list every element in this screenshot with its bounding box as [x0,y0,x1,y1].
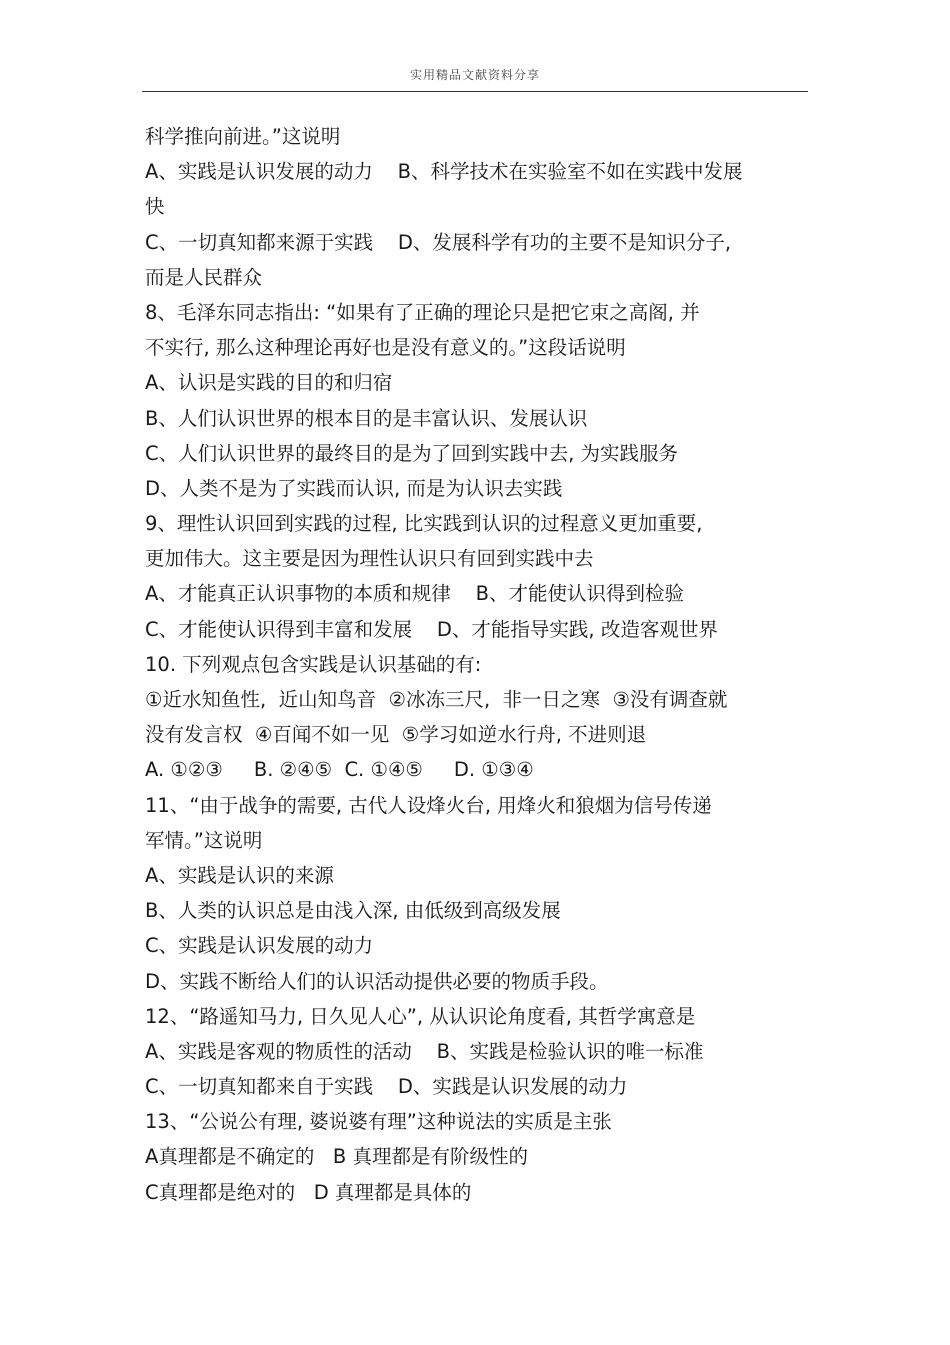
text-line: C、人们认识世界的最终目的是为了回到实践中去, 为实践服务 [145,441,679,465]
question-12-line: 12、“路遥知马力, 日久见人心”, 从认识论角度看, 其哲学寓意是 [145,1004,696,1028]
question-8-line: 8、毛泽东同志指出: “如果有了正确的理论只是把它束之高阁, 并 [145,300,700,324]
text-line: D、实践不断给人们的认识活动提供必要的物质手段。 [145,969,609,993]
text-line: D、人类不是为了实践而认识, 而是为认识去实践 [145,476,563,500]
text-line: C、才能使认识得到丰富和发展 D、才能指导实践, 改造客观世界 [145,617,718,641]
text-line: 快 [145,195,165,219]
question-9-line: 9、理性认识回到实践的过程, 比实践到认识的过程意义更加重要, [145,512,703,536]
page-header: 实用精品文献资料分享 [409,68,540,82]
text-line: 没有发言权 ④百闻不如一见 ⑤学习如逆水行舟, 不进则退 [145,723,647,747]
text-line: 而是人民群众 [145,265,263,289]
text-line: A真理都是不确定的 B 真理都是有阶级性的 [145,1145,529,1169]
text-line: B、人们认识世界的根本目的是丰富认识、发展认识 [145,406,588,430]
text-line: A. ①②③ B. ②④⑤ C. ①④⑤ D. ①③④ [145,758,534,782]
question-11-line: 11、“由于战争的需要, 古代人设烽火台, 用烽火和狼烟为信号传递 [145,793,712,817]
text-line: 军情。”这说明 [145,828,263,852]
text-line: A、实践是认识的来源 [145,863,334,887]
text-line: 科学推向前进。”这说明 [145,125,341,148]
header-divider [142,91,808,92]
text-line: ①近水知鱼性, 近山知鸟音 ②冰冻三尺, 非一日之寒 ③没有调查就 [145,688,728,711]
text-line: A、认识是实践的目的和归宿 [145,371,393,395]
document-body [145,119,810,1210]
text-line: C、一切真知都来自于实践 D、实践是认识发展的动力 [145,1075,628,1099]
text-line: A、实践是客观的物质性的活动 B、实践是检验认识的唯一标准 [145,1039,704,1063]
text-line: C、一切真知都来源于实践 D、发展科学有功的主要不是知识分子, [145,230,732,254]
text-line: C真理都是绝对的 D 真理都是具体的 [145,1180,472,1204]
text-line: C、实践是认识发展的动力 [145,934,374,958]
text-line: 不实行, 那么这种理论再好也是没有意义的。”这段话说明 [145,336,626,360]
text-line: 更加伟大。这主要是因为理性认识只有回到实践中去 [145,547,594,571]
text-line: A、才能真正认识事物的本质和规律 B、才能使认识得到检验 [145,582,685,606]
question-10-line: 10. 下列观点包含实践是认识基础的有: [145,652,482,676]
text-line: A、实践是认识发展的动力 B、科学技术在实验室不如在实践中发展 [145,160,743,184]
question-13-line: 13、“公说公有理, 婆说婆有理”这种说法的实质是主张 [145,1110,612,1134]
text-line: B、人类的认识总是由浅入深, 由低级到高级发展 [145,899,561,923]
